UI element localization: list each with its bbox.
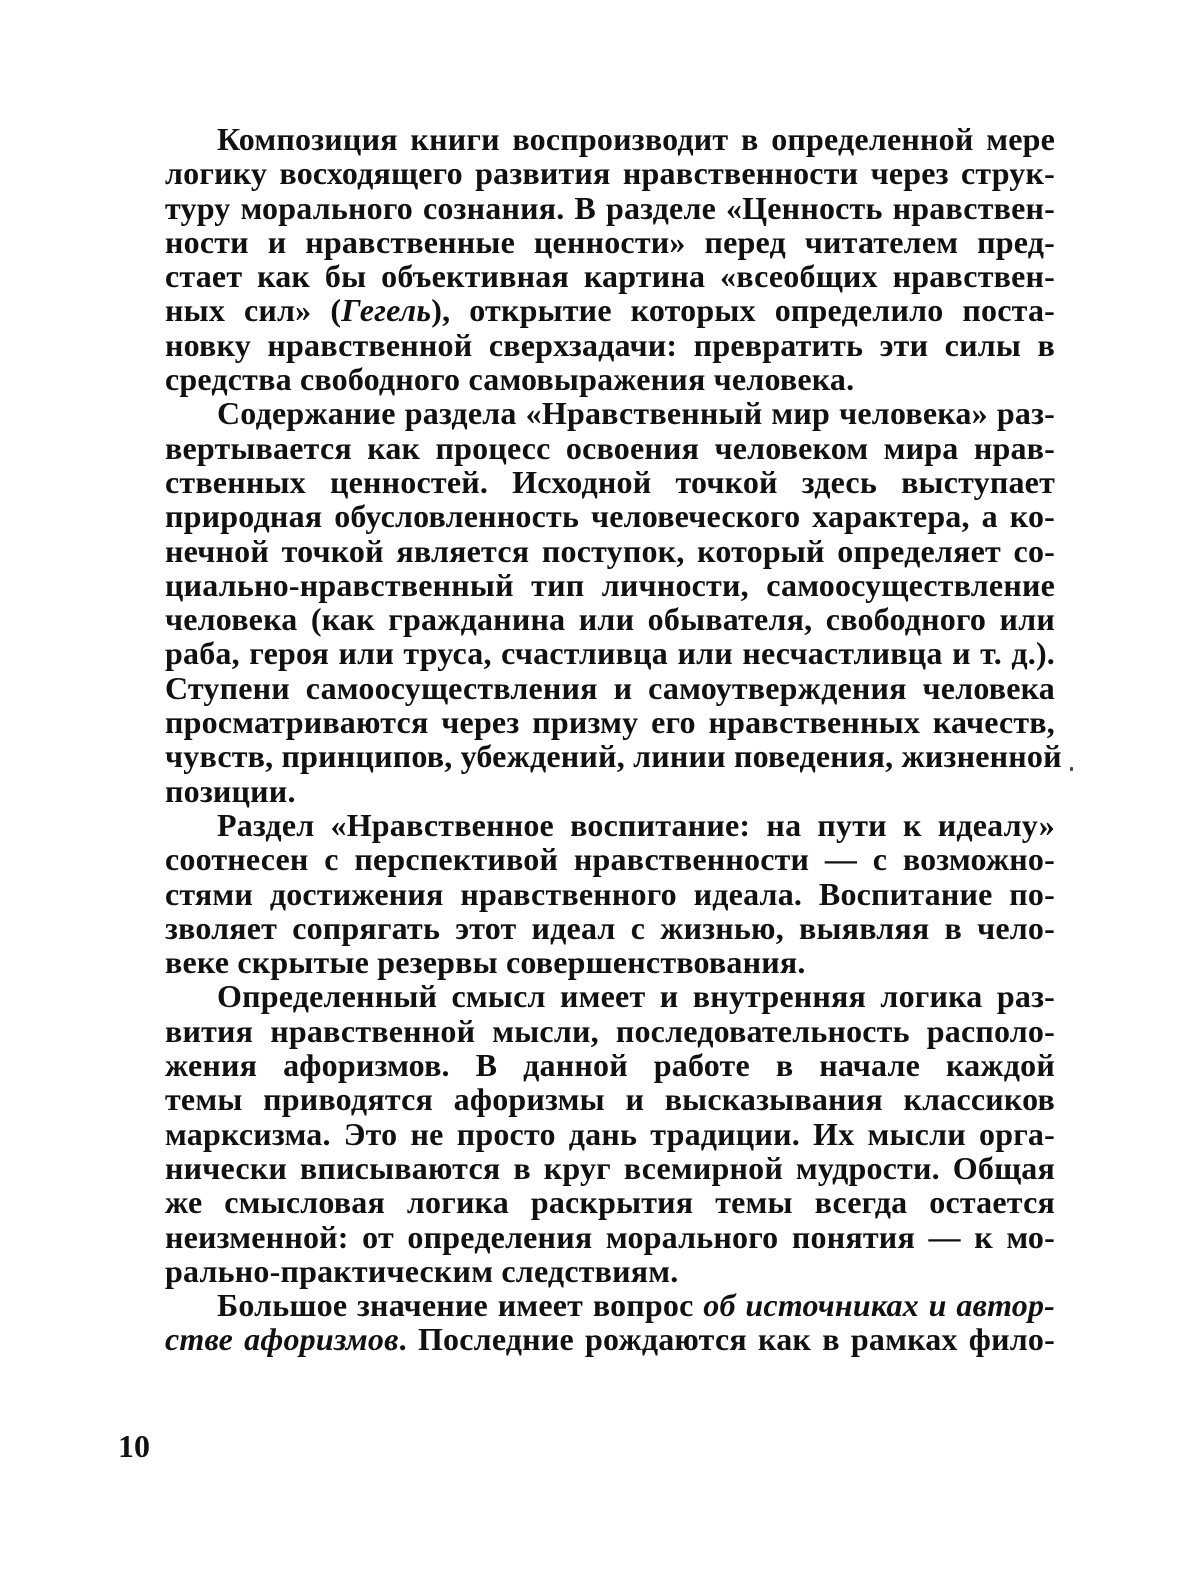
text-line: Большое значение имеет вопрос об источниках и автор- [217,1287,1056,1324]
paragraph-3 [113,808,1055,979]
text-line: позиции. [165,772,296,809]
text-line: природная обусловленность человеческого характера, а ко- [165,498,1055,535]
text-line: стает как бы объективная картина «всеобщих нравствен- [165,258,1055,295]
paragraph-5 [113,1288,1055,1357]
text-line: жения афоризмов. В данной работе в начале каждой [165,1047,1055,1084]
text-line: циально-нравственный тип личности, самоосуществление [165,566,1055,603]
text-line: Композиция книги воспроизводит в определенной мере [217,121,1055,157]
text-line: туру морального сознания. В разделе «Ценность нравствен- [165,189,1055,226]
text-line: Раздел «Нравственное воспитание: на пути к идеалу» [217,806,1055,843]
text-line: Содержание раздела «Нравственный мир человека» раз- [217,395,1055,432]
text-line: раба, героя или труса, счастливца или несчастливца и т. д.). [165,635,1055,672]
text-line: вертывается как процесс освоения человеком мира нрав- [165,429,1055,466]
text-line: человека (как гражданина или обывателя, свободного или [165,601,1055,638]
text-line: ности и нравственные ценности» перед читателем пред- [165,223,1055,260]
text-line: зволяет сопрягать этот идеал с жизнью, выявляя в чело- [165,909,1055,946]
text-line: нически вписываются в круг всемирной мудрости. Общая [165,1149,1055,1186]
text-line: ных сил» (Гегель), открытие которых определило поста- [165,292,1056,329]
text-line: новку нравственной сверхзадачи: превратить эти силы в [165,326,1055,363]
paragraph-4 [113,979,1055,1288]
text-line: вития нравственной мысли, последовательность располо- [165,1012,1055,1049]
text-line: логику восходящего развития нравственности через струк- [165,155,1055,192]
text-line: Ступени самоосуществления и самоутверждения человека [165,669,1055,706]
scan-speck [1070,767,1073,771]
text-line: чувств, принципов, убеждений, линии поведения, жизненной [165,738,1062,775]
text-line: Определенный смысл имеет и внутренняя логика раз- [217,978,1055,1015]
text-line: марксизма. Это не просто дань традиции. Их мысли орга- [165,1115,1055,1152]
text-line: просматриваются через призму его нравственных качеств, [165,704,1055,741]
page-body [113,121,1062,1358]
text-line: нечной точкой является поступок, который определяет со- [165,532,1055,569]
text-line: ственных ценностей. Исходной точкой здесь выступает [165,463,1055,500]
text-line: стве афоризмов. Последние рождаются как в рамках фило- [165,1321,1055,1358]
text-line: веке скрытые резервы совершенствования. [165,944,806,981]
text-line: рально-практическим следствиям. [165,1252,679,1289]
text-line: стями достижения нравственного идеала. Воспитание по- [165,875,1055,912]
page-number: 10 [118,1428,150,1464]
text-line: соотнесен с перспективой нравственности — с возможно- [165,841,1055,878]
text-line: средства свободного самовыражения человека. [165,361,855,398]
text-line: неизменной: от определения морального понятия — к мо- [165,1218,1055,1255]
paragraph-1 [113,122,1055,396]
text-line: же смысловая логика раскрытия темы всегда остается [165,1184,1055,1221]
text-line: темы приводятся афоризмы и высказывания классиков [165,1081,1055,1118]
paragraph-2 [113,395,1062,809]
